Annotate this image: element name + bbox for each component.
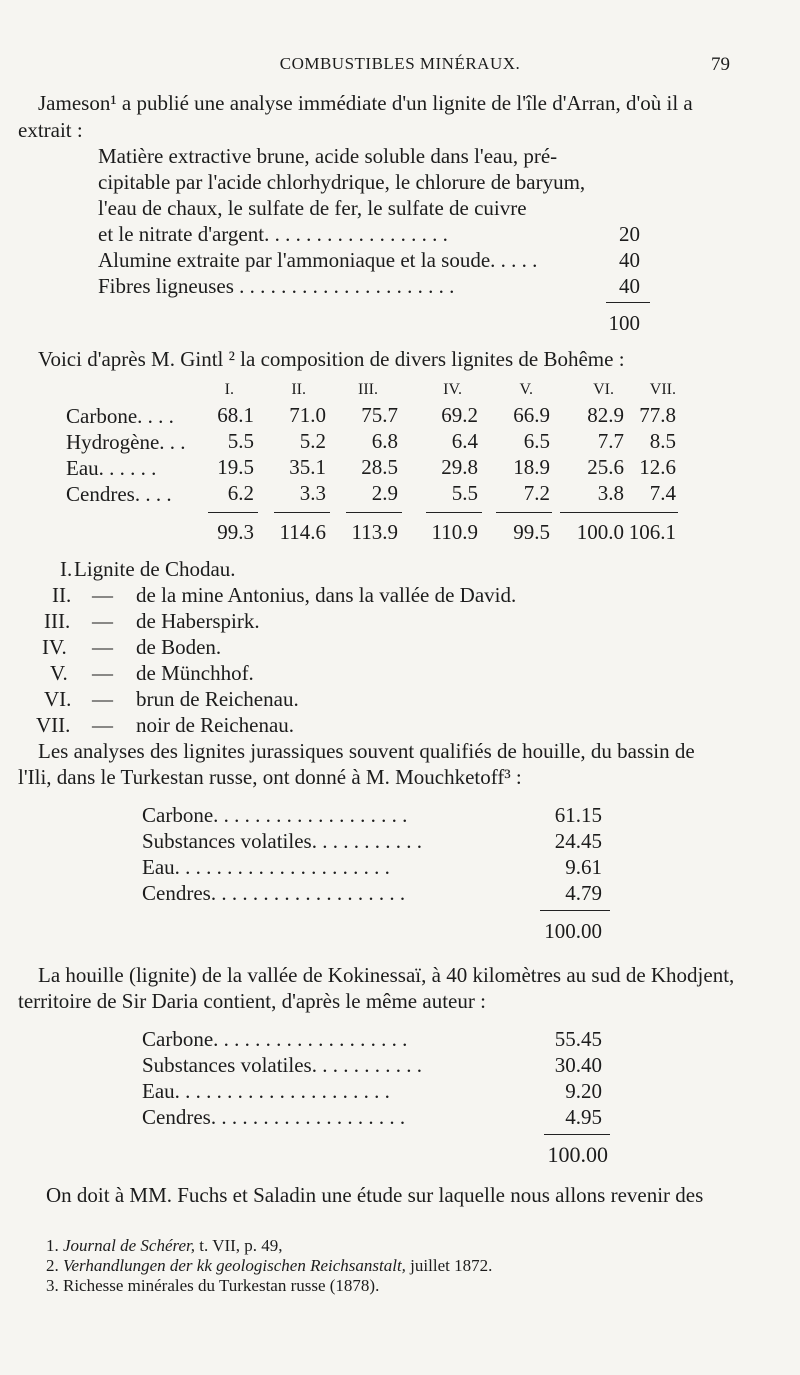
intro-line-2: extrait :: [18, 118, 83, 142]
legend-num: IV.: [42, 635, 67, 659]
legend-num: III.: [44, 609, 71, 633]
footnote-title: Verhandlungen der kk geologischen Reichsanstalt,: [63, 1256, 406, 1275]
legend-text: de Münchhof.: [136, 661, 254, 685]
total-rule: [496, 512, 552, 513]
footnote-num: 1.: [46, 1236, 59, 1255]
arran-item1-line: cipitable par l'acide chlorhydrique, le chlorure de baryum,: [98, 170, 586, 194]
kokinessai-row-label: Carbone. . . . . . . . . . . . . . . . . . .: [142, 1027, 408, 1051]
table-cell: 77.8: [639, 403, 676, 427]
footnote-text: juillet 1872.: [405, 1256, 493, 1275]
table-total: 110.9: [431, 520, 478, 544]
arran-item1-line: et le nitrate d'argent. . . . . . . . . . . . . . . . . .: [98, 222, 448, 246]
kokinessai-total-rule: [544, 1134, 610, 1135]
arran-total-rule: [606, 302, 650, 303]
kokinessai-row-label: Eau. . . . . . . . . . . . . . . . . . . . .: [142, 1079, 390, 1103]
table-cell: 6.5: [523, 429, 550, 453]
kokinessai-intro-line-2: territoire de Sir Daria contient, d'après le même auteur :: [18, 989, 486, 1013]
legend-dash: —: [92, 583, 113, 607]
table-cell: 25.6: [587, 455, 624, 479]
row-label: Cendres. . . .: [66, 482, 172, 506]
col-header: V.: [519, 381, 533, 398]
turkestan-row-label: Eau. . . . . . . . . . . . . . . . . . . . .: [142, 855, 390, 879]
table-total: 106.1: [628, 520, 676, 544]
col-header: IV.: [443, 381, 462, 398]
table-cell: 71.0: [289, 403, 326, 427]
table-cell: 35.1: [289, 455, 326, 479]
legend-text: de la mine Antonius, dans la vallée de David.: [136, 583, 517, 607]
legend-num: VI.: [44, 687, 72, 711]
table-cell: 5.5: [227, 429, 254, 453]
table-cell: 82.9: [587, 403, 624, 427]
table-cell: 3.3: [299, 481, 326, 505]
legend-text: brun de Reichenau.: [136, 687, 299, 711]
table-cell: 6.4: [451, 429, 478, 453]
kokinessai-row-label: Cendres. . . . . . . . . . . . . . . . . . .: [142, 1105, 406, 1129]
table-cell: 6.8: [371, 429, 398, 453]
bohemia-intro: Voici d'après M. Gintl ² la composition de divers lignites de Bohême :: [38, 347, 625, 371]
table-cell: 7.2: [523, 481, 550, 505]
total-rule: [274, 512, 330, 513]
kokinessai-row-value: 9.20: [565, 1079, 602, 1103]
turkestan-row-value: 61.15: [554, 803, 602, 827]
legend-text: de Boden.: [136, 635, 222, 659]
arran-item2-label: Alumine extraite par l'ammoniaque et la soude. . . . .: [98, 248, 538, 272]
table-cell: 66.9: [513, 403, 550, 427]
turkestan-row-label: Carbone. . . . . . . . . . . . . . . . . . .: [142, 803, 408, 827]
arran-item1-value: 20: [619, 222, 640, 246]
kokinessai-row-value: 55.45: [554, 1027, 602, 1051]
table-cell: 7.4: [649, 481, 676, 505]
running-header: COMBUSTIBLES MINÉRAUX.: [279, 54, 521, 73]
table-cell: 75.7: [361, 403, 398, 427]
kokinessai-intro-line-1: La houille (lignite) de la vallée de Kokinessaï, à 40 kilomètres au sud de Khodjent,: [38, 963, 735, 987]
closing-line: On doit à MM. Fuchs et Saladin une étude sur laquelle nous allons revenir des: [46, 1183, 704, 1207]
legend-dash: —: [92, 661, 113, 685]
arran-item3-label: Fibres ligneuses . . . . . . . . . . . . . . . . . . . . .: [98, 274, 455, 298]
legend-dash: —: [92, 687, 113, 711]
arran-item1-line: Matière extractive brune, acide soluble dans l'eau, pré-: [98, 144, 558, 168]
legend-text: de Haberspirk.: [136, 609, 260, 633]
legend-text: noir de Reichenau.: [136, 713, 295, 737]
kokinessai-total: 100.00: [547, 1142, 608, 1167]
col-header: I.: [224, 381, 234, 398]
kokinessai-row-value: 30.40: [554, 1053, 602, 1077]
turkestan-row-label: Substances volatiles. . . . . . . . . . .: [142, 829, 422, 853]
legend-num: V.: [50, 661, 68, 685]
turkestan-row-value: 24.45: [554, 829, 602, 853]
table-cell: 6.2: [227, 481, 254, 505]
turkestan-total: 100.00: [544, 919, 602, 943]
footnote-num: 3.: [46, 1276, 59, 1295]
col-header: VI.: [593, 381, 614, 398]
turkestan-row-value: 9.61: [565, 855, 602, 879]
page-number: 79: [711, 54, 730, 75]
table-total: 99.5: [513, 520, 550, 544]
turkestan-intro-line-2: l'Ili, dans le Turkestan russe, ont donné à M. Mouchketoff³ :: [18, 765, 522, 789]
arran-item2-value: 40: [619, 248, 640, 272]
col-header: III.: [358, 381, 378, 398]
table-cell: 12.6: [639, 455, 676, 479]
table-cell: 18.9: [513, 455, 550, 479]
col-header: II.: [291, 381, 306, 398]
total-rule: [346, 512, 402, 513]
footnote: [46, 1236, 283, 1256]
table-total: 114.6: [279, 520, 326, 544]
table-cell: 8.5: [649, 429, 676, 453]
total-rule: [622, 512, 678, 513]
intro-line-1: Jameson¹ a publié une analyse immédiate d'un lignite de l'île d'Arran, d'où il a: [38, 91, 693, 115]
table-cell: 69.2: [441, 403, 478, 427]
legend-dash: —: [92, 609, 113, 633]
arran-total: 100: [608, 311, 640, 335]
arran-item3-value: 40: [619, 274, 640, 298]
turkestan-row-value: 4.79: [565, 881, 602, 905]
footnote-title: Journal de Schérer,: [63, 1236, 196, 1255]
table-cell: 3.8: [597, 481, 624, 505]
total-rule: [560, 512, 626, 513]
footnote: [46, 1256, 492, 1276]
turkestan-intro-line-1: Les analyses des lignites jurassiques souvent qualifiés de houille, du bassin de: [38, 739, 695, 763]
table-cell: 5.5: [451, 481, 478, 505]
legend-dash: —: [92, 713, 113, 737]
col-header: VII.: [649, 381, 676, 398]
legend-dash: —: [92, 635, 113, 659]
table-cell: 7.7: [597, 429, 624, 453]
total-rule: [208, 512, 258, 513]
legend-num: VII.: [36, 713, 71, 737]
arran-item1-line: l'eau de chaux, le sulfate de fer, le sulfate de cuivre: [98, 196, 527, 220]
total-rule: [426, 512, 482, 513]
turkestan-row-label: Cendres. . . . . . . . . . . . . . . . . . .: [142, 881, 406, 905]
footnote-text: t. VII, p. 49,: [195, 1236, 283, 1255]
row-label: Carbone. . . .: [66, 404, 174, 428]
table-cell: 68.1: [217, 403, 254, 427]
table-total: 113.9: [351, 520, 398, 544]
row-label: Hydrogène. . .: [66, 430, 186, 454]
legend-num: I.: [60, 557, 73, 581]
table-cell: 5.2: [299, 429, 326, 453]
legend-text: Lignite de Chodau.: [74, 557, 236, 581]
table-cell: 2.9: [371, 481, 398, 505]
table-cell: 29.8: [441, 455, 478, 479]
kokinessai-row-label: Substances volatiles. . . . . . . . . . .: [142, 1053, 422, 1077]
footnote: [46, 1276, 379, 1296]
turkestan-total-rule: [540, 910, 610, 911]
table-total: 100.0: [576, 520, 624, 544]
table-cell: 28.5: [361, 455, 398, 479]
table-cell: 19.5: [217, 455, 254, 479]
row-label: Eau. . . . . .: [66, 456, 157, 480]
kokinessai-row-value: 4.95: [565, 1105, 602, 1129]
table-total: 99.3: [217, 520, 254, 544]
footnote-text: Richesse minérales du Turkestan russe (1878).: [63, 1276, 380, 1295]
footnote-num: 2.: [46, 1256, 59, 1275]
legend-num: II.: [52, 583, 72, 607]
